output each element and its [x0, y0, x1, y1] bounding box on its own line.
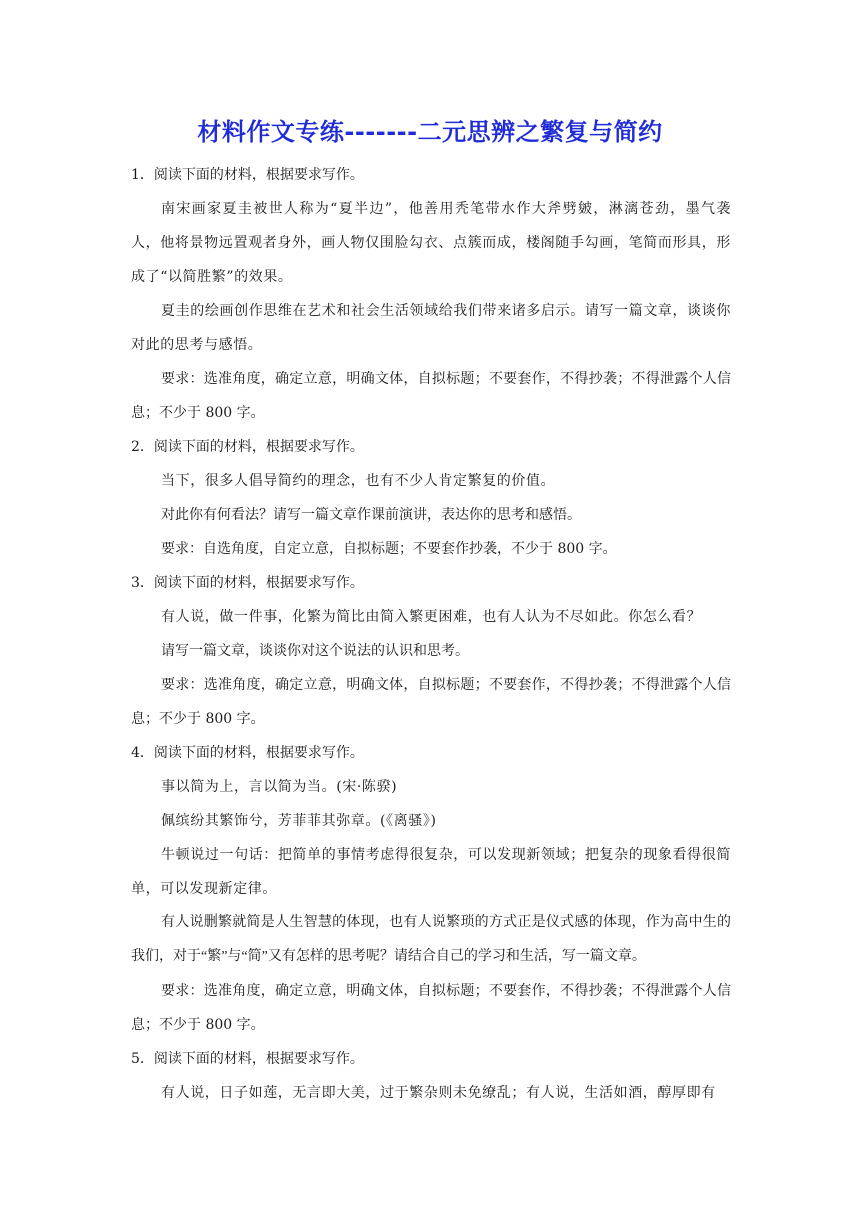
- question-2-requirements: 要求：自选角度，自定立意，自拟标题；不要套作抄袭，不少于 800 字。: [161, 541, 617, 557]
- question-1-prompt: 夏圭的绘画创作思维在艺术和社会生活领域给我们带来诸多启示。请写一篇文章，谈谈你对此的思考与感悟。: [131, 303, 731, 353]
- question-4-quote-1: 事以简为上，言以简为当。(宋·陈骙): [161, 779, 398, 795]
- question-1-requirements: 要求：选准角度，确定立意，明确文体，自拟标题；不要套作，不得抄袭；不得泄露个人信息；不少于 800 字。: [131, 371, 731, 421]
- question-5-heading: 5．阅读下面的材料，根据要求写作。: [131, 1051, 364, 1067]
- question-4-requirements: 要求：选准角度，确定立意，明确文体，自拟标题；不要套作，不得抄袭；不得泄露个人信息；不少于 800 字。: [131, 983, 731, 1033]
- question-3-prompt: 请写一篇文章，谈谈你对这个说法的认识和思考。: [161, 643, 469, 659]
- question-3-heading: 3．阅读下面的材料，根据要求写作。: [131, 575, 364, 591]
- question-5-material: 有人说，日子如莲，无言即大美，过于繁杂则未免缭乱；有人说，生活如酒，醇厚即有: [161, 1085, 716, 1101]
- question-2-material: 当下，很多人倡导简约的理念，也有不少人肯定繁复的价值。: [161, 473, 556, 489]
- question-4-quote-2: 佩缤纷其繁饰兮，芳菲菲其弥章。(《离骚》): [161, 813, 437, 829]
- question-3-requirements: 要求：选准角度，确定立意，明确文体，自拟标题；不要套作，不得抄袭；不得泄露个人信息；不少于 800 字。: [131, 677, 731, 727]
- question-4-quote-3: 牛顿说过一句话：把简单的事情考虑得很复杂，可以发现新领域；把复杂的现象看得很简单，可以发现新定律。: [131, 847, 731, 897]
- question-2-heading: 2．阅读下面的材料，根据要求写作。: [131, 439, 364, 455]
- question-4-prompt: 有人说删繁就简是人生智慧的体现，也有人说繁琐的方式正是仪式感的体现，作为高中生的我们，对于“繁”与“简”又有怎样的思考呢？请结合自己的学习和生活，写一篇文章。: [131, 915, 731, 964]
- page-title: 材料作文专练-------二元思辨之繁复与简约: [197, 118, 663, 146]
- question-4-heading: 4．阅读下面的材料，根据要求写作。: [131, 745, 364, 761]
- question-1-material: 南宋画家夏圭被世人称为“夏半边”，他善用秃笔带水作大斧劈皴，淋漓苍劲，墨气袭人，他将景物远置观者身外，画人物仅围脸勾衣、点簇而成，楼阁随手勾画，笔简而形具，形成了“以简胜繁”的效果。: [131, 201, 731, 285]
- question-2-prompt: 对此你有何看法？请写一篇文章作课前演讲，表达你的思考和感悟。: [161, 507, 581, 523]
- question-1-heading: 1．阅读下面的材料，根据要求写作。: [131, 167, 364, 183]
- document-body: [131, 158, 731, 1110]
- question-3-material: 有人说，做一件事，化繁为简比由简入繁更困难，也有人认为不尽如此。你怎么看？: [161, 609, 702, 625]
